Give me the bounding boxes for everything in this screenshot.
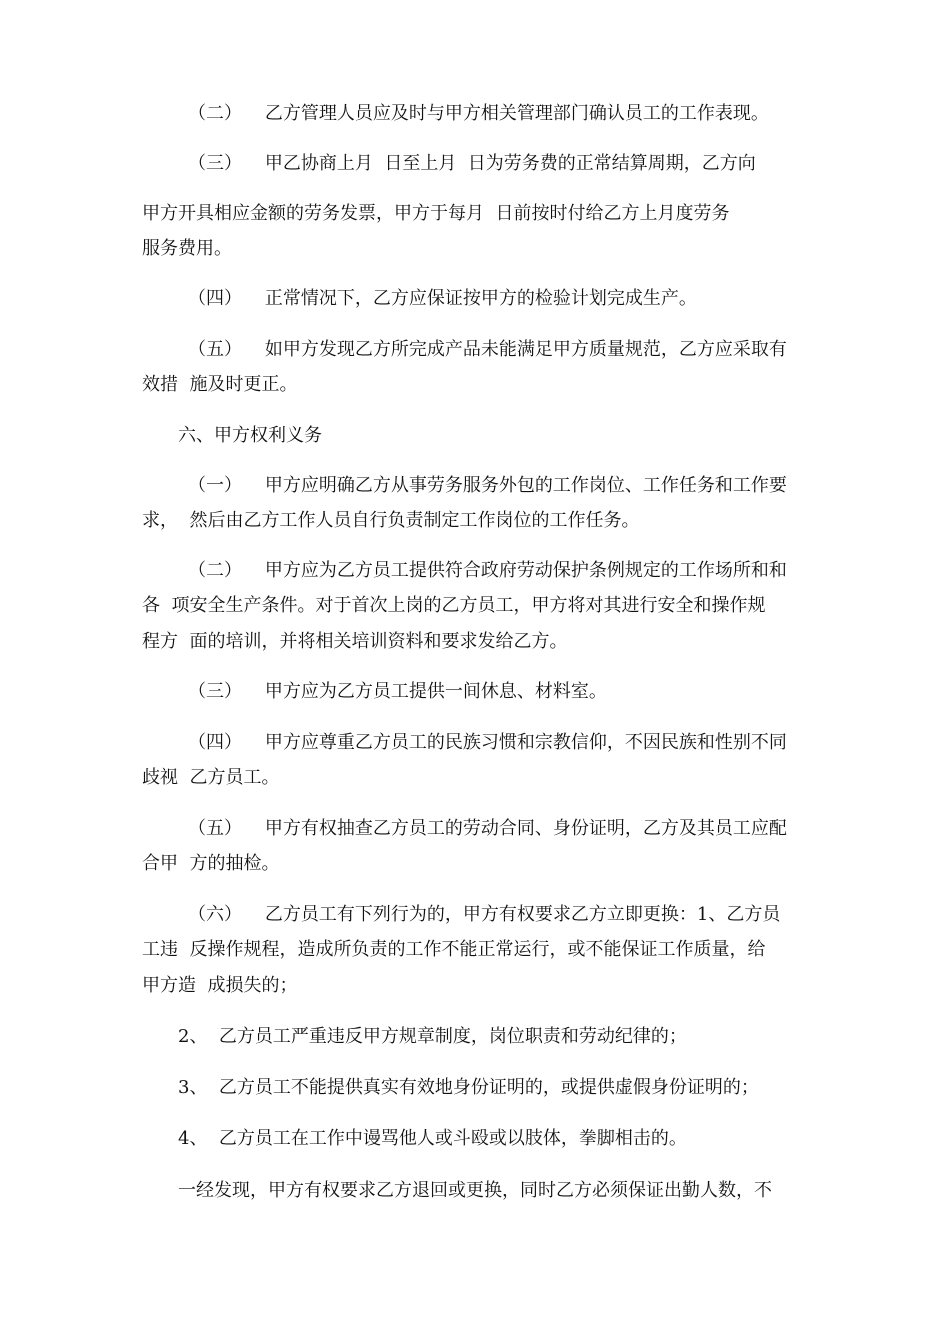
sec6-clause-1-line-1: （一） 甲方应明确乙方从事劳务服务外包的工作岗位、工作任务和工作要: [188, 475, 787, 496]
closing-paragraph-line: 一经发现，甲方有权要求乙方退回或更换，同时乙方必须保证出勤人数，不: [178, 1180, 772, 1201]
sec6-clause-5-line-1: （五） 甲方有权抽查乙方员工的劳动合同、身份证明，乙方及其员工应配: [188, 818, 787, 839]
clause-5-line-1: （五） 如甲方发现乙方所完成产品未能满足甲方质量规范，乙方应采取有: [188, 339, 787, 360]
sec6-clause-6-line-2: 工违 反操作规程，造成所负责的工作不能正常运行，或不能保证工作质量，给: [142, 939, 766, 960]
sec6-clause-2-line-2: 各 项安全生产条件。对于首次上岗的乙方员工，甲方将对其进行安全和操作规: [142, 595, 766, 616]
clause-5-line-2: 效措 施及时更正。: [142, 374, 298, 395]
sec6-clause-2-line-3: 程方 面的培训，并将相关培训资料和要求发给乙方。: [142, 631, 568, 652]
section-6-heading: 六、甲方权利义务: [178, 425, 322, 446]
sec6-clause-6-line-3: 甲方造 成损失的；: [142, 975, 298, 996]
clause-3-line-1: （三） 甲乙协商上月 日至上月 日为劳务费的正常结算周期，乙方向: [188, 153, 756, 174]
sec6-clause-4-line-2: 歧视 乙方员工。: [142, 767, 280, 788]
clause-2-line: （二） 乙方管理人员应及时与甲方相关管理部门确认员工的工作表现。: [188, 103, 769, 124]
list-item-4: 4、 乙方员工在工作中谩骂他人或斗殴或以肢体，拳脚相击的。: [178, 1128, 687, 1149]
sec6-clause-5-line-2: 合甲 方的抽检。: [142, 853, 280, 874]
clause-3-line-3: 服务费用。: [142, 238, 232, 259]
clause-4-line: （四） 正常情况下，乙方应保证按甲方的检验计划完成生产。: [188, 288, 697, 309]
sec6-clause-2-line-1: （二） 甲方应为乙方员工提供符合政府劳动保护条例规定的工作场所和和: [188, 560, 787, 581]
sec6-clause-1-line-2: 求， 然后由乙方工作人员自行负责制定工作岗位的工作任务。: [142, 510, 640, 531]
sec6-clause-4-line-1: （四） 甲方应尊重乙方员工的民族习惯和宗教信仰，不因民族和性别不同: [188, 732, 787, 753]
list-item-3: 3、 乙方员工不能提供真实有效地身份证明的，或提供虚假身份证明的；: [178, 1077, 759, 1098]
list-item-2: 2、 乙方员工严重违反甲方规章制度，岗位职责和劳动纪律的；: [178, 1026, 687, 1047]
sec6-clause-3-line: （三） 甲方应为乙方员工提供一间休息、材料室。: [188, 681, 607, 702]
clause-3-line-2: 甲方开具相应金额的劳务发票，甲方于每月 日前按时付给乙方上月度劳务: [142, 203, 730, 224]
sec6-clause-6-line-1: （六） 乙方员工有下列行为的，甲方有权要求乙方立即更换：1、乙方员: [188, 904, 781, 925]
